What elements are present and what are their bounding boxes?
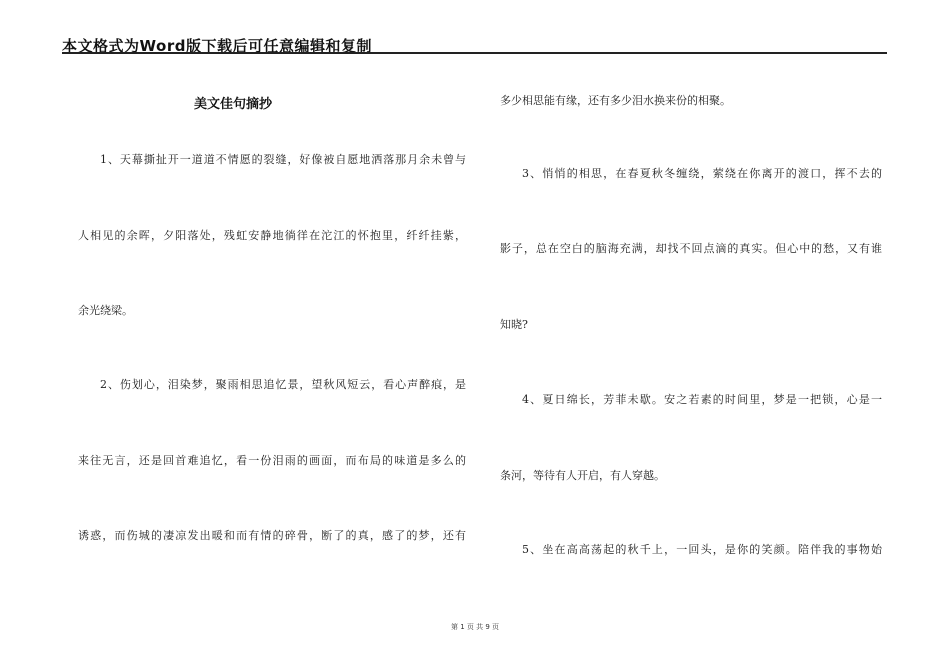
paragraph-line: 1、天幕撕扯开一道道不情愿的裂缝，好像被自愿地洒落那月余未曾与 bbox=[100, 153, 466, 166]
paragraph-line: 余光绕梁。 bbox=[78, 304, 133, 317]
paragraph-line: 人相见的余晖，夕阳落处，残虹安静地徜徉在沱江的怀抱里，纤纤挂紫， bbox=[78, 229, 466, 242]
paragraph-line: 知晓? bbox=[500, 318, 528, 331]
header-title: 本文格式为Word版下载后可任意编辑和复制 bbox=[62, 37, 372, 55]
paragraph-line: 多少相思能有缘，还有多少泪水换来份的相聚。 bbox=[500, 94, 731, 107]
paragraph-line: 5、坐在高高荡起的秋千上，一回头，是你的笑颜。陪伴我的事物始 bbox=[522, 543, 882, 556]
paragraph-line: 4、夏日绵长，芳菲未歇。安之若素的时间里，梦是一把锁，心是一 bbox=[522, 393, 882, 406]
page-footer: 第 1 页 共 9 页 bbox=[450, 623, 500, 631]
paragraph-line: 诱惑，而伤城的凄凉发出暖和而有情的碎骨，断了的真，感了的梦，还有 bbox=[78, 529, 466, 542]
paragraph-line: 影子，总在空白的脑海充满，却找不回点滴的真实。但心中的愁，又有谁 bbox=[500, 242, 882, 255]
paragraph-line: 2、伤划心，泪染梦，聚雨相思追忆景，望秋风短云，看心声醉痕，是 bbox=[100, 378, 466, 391]
header-rule bbox=[62, 52, 887, 54]
paragraph-line: 3、悄悄的相思，在春夏秋冬缠绕，萦绕在你离开的渡口，挥不去的 bbox=[522, 167, 882, 180]
paragraph-line: 条河，等待有人开启，有人穿越。 bbox=[500, 469, 665, 482]
paragraph-line: 来往无言，还是回首难追忆，看一份泪雨的画面，而布局的味道是多么的 bbox=[78, 454, 466, 467]
document-title: 美文佳句摘抄 bbox=[193, 97, 272, 112]
